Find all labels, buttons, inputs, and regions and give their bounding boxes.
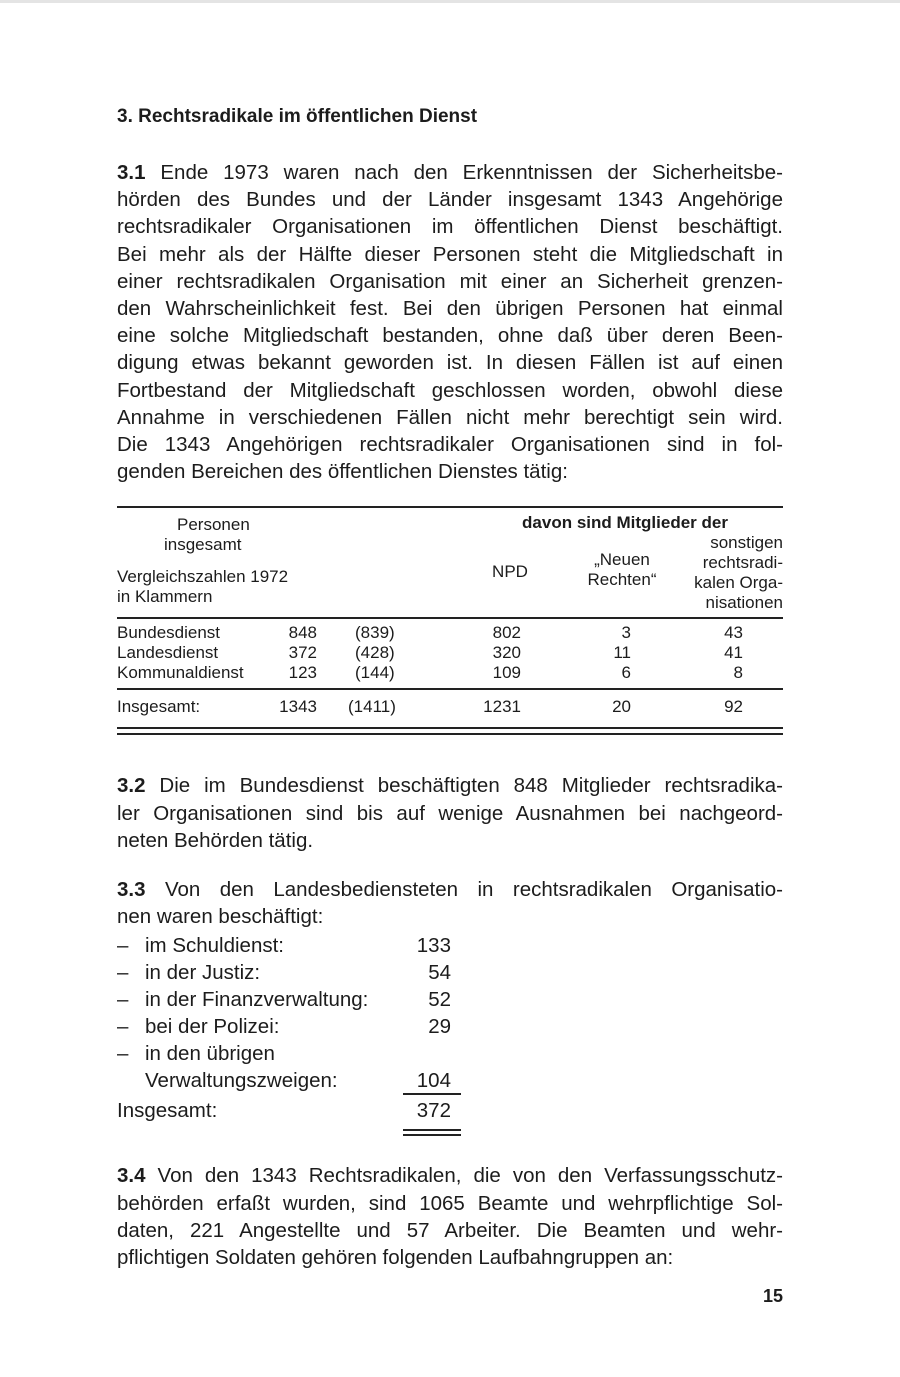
text-line: Fortbestand der Mitgliedschaft geschlossen worden, obwohl diese — [117, 378, 783, 402]
row-total: 848 — [288, 623, 317, 643]
row-sonst: 43 — [724, 623, 743, 643]
text-line: 3.1 Ende 1973 waren nach den Erkenntnissen der Sicherheitsbe- — [117, 161, 783, 184]
text-line: 3.2 Die im Bundesdienst beschäftigten 848 Mitglieder rechtsradika- — [117, 774, 783, 798]
row-npd: 802 — [492, 623, 521, 643]
sum-npd: 1231 — [483, 697, 521, 717]
text-line: genden Bereichen des öffentlichen Dienstes tätig: — [117, 460, 568, 484]
sum-value: 372 — [416, 1099, 451, 1123]
sum-prev: (1411) — [348, 697, 396, 717]
list-item-label: in den übrigen — [145, 1042, 275, 1066]
row-label: Landesdienst — [117, 643, 219, 663]
text-line: den Wahrscheinlichkeit fest. Bei den übrigen Personen hat einmal — [117, 297, 783, 321]
text-line: eine solche Mitgliedschaft bestanden, ohne daß über deren Been- — [117, 324, 783, 348]
row-prev: (144) — [355, 663, 395, 683]
page-content — [117, 105, 783, 1271]
paragraph-3-4 — [117, 1162, 783, 1271]
header-sonst-3: kalen Orga- — [694, 573, 783, 593]
text-line: Bei mehr als der Hälfte dieser Personen steht die Mitgliedschaft in — [117, 242, 783, 266]
header-vergleich: Vergleichszahlen 1972 — [117, 567, 289, 587]
row-total: 372 — [288, 643, 317, 663]
text-line: behörden erfaßt wurden, sind 1065 Beamte und wehrpflichtige Sol- — [117, 1191, 783, 1215]
row-npd: 109 — [492, 663, 521, 683]
row-neue: 6 — [621, 663, 631, 683]
text-line: Die 1343 Angehörigen rechtsradikaler Organisationen sind in fol- — [117, 433, 783, 457]
list-dash: – — [117, 1042, 129, 1066]
sum-neue: 20 — [612, 697, 631, 717]
list-dash: – — [117, 961, 129, 985]
section-heading: 3. Rechtsradikale im öffentlichen Dienst — [117, 106, 478, 127]
list-item-label: im Schuldienst: — [145, 934, 285, 958]
text-line: digung etwas bekannt geworden ist. In diesen Fällen ist auf einen — [117, 351, 783, 375]
header-sonst-2: rechtsradi- — [702, 553, 783, 573]
statistics-table — [117, 506, 783, 744]
double-rule-1 — [403, 1129, 461, 1131]
bottom-rule-2 — [117, 733, 783, 735]
text-line: einer rechtsradikalen Organisation mit einer an Sicherheit grenzen- — [117, 269, 783, 293]
list-item-label: bei der Polizei: — [145, 1015, 280, 1039]
text-line: ler Organisationen sind bis auf wenige Ausnahmen bei nachgeord- — [117, 801, 783, 825]
list-item-value: 52 — [428, 988, 451, 1012]
row-label: Bundesdienst — [117, 623, 221, 643]
row-sonst: 8 — [733, 663, 743, 683]
list-item-value: 133 — [416, 934, 451, 958]
text-line: 3.3 Von den Landesbediensteten in rechtsradikalen Organisatio- — [117, 878, 783, 902]
list-item-label: in der Justiz: — [145, 961, 261, 985]
paragraph-number: 3.1 — [117, 161, 146, 184]
list-dash: – — [117, 1015, 129, 1039]
row-prev: (839) — [355, 623, 395, 643]
text-line: rechtsradikaler Organisationen im öffentlichen Dienst beschäftigt. — [117, 215, 783, 239]
sum-rule — [117, 688, 783, 690]
row-neue: 3 — [621, 623, 631, 643]
list-item-label: Verwaltungszweigen: — [145, 1069, 338, 1093]
text-line: pflichtigen Soldaten gehören folgenden Laufbahngruppen an: — [117, 1246, 674, 1270]
header-sonst-4: nisationen — [705, 593, 783, 613]
list-item-value: 54 — [428, 961, 451, 985]
paragraph-number: 3.3 — [117, 878, 146, 902]
header-insgesamt: insgesamt — [164, 535, 242, 555]
list-dash: – — [117, 988, 129, 1012]
list-item-value: 104 — [416, 1069, 451, 1093]
list-item-label: in der Finanzverwaltung: — [145, 988, 369, 1012]
page-number: 15 — [762, 1286, 783, 1306]
row-neue: 11 — [613, 643, 631, 663]
text-line: Annahme in verschiedenen Fällen nicht mehr berechtigt sein wird. — [117, 405, 783, 429]
paragraph-3-3 — [117, 876, 783, 930]
state-staff-list — [117, 930, 783, 1142]
paragraph-number: 3.4 — [117, 1164, 146, 1188]
row-prev: (428) — [355, 643, 395, 663]
header-klammern: in Klammern — [117, 587, 213, 607]
header-sonst-1: sonstigen — [710, 533, 783, 553]
sum-total: 1343 — [279, 697, 317, 717]
paragraph-3-1 — [117, 159, 783, 485]
row-label: Kommunaldienst — [117, 663, 244, 683]
header-rule — [117, 617, 783, 619]
bottom-rule-1 — [117, 727, 783, 729]
text-line: nen waren beschäftigt: — [117, 905, 324, 929]
row-total: 123 — [288, 663, 317, 683]
sum-sonst: 92 — [724, 697, 743, 717]
header-neue-2: Rechten“ — [587, 570, 657, 590]
text-line: daten, 221 Angestellte und 57 Arbeiter. Die Beamten und wehr- — [117, 1218, 783, 1242]
sum-label: Insgesamt: — [117, 1099, 218, 1123]
list-item-value: 29 — [428, 1015, 451, 1039]
paragraph-number: 3.2 — [117, 774, 146, 798]
paragraph-3-2 — [117, 772, 783, 854]
scan-edge — [0, 0, 900, 3]
text-line: hörden des Bundes und der Länder insgesamt 1343 Angehörige — [117, 188, 783, 212]
row-npd: 320 — [492, 643, 521, 663]
list-dash: – — [117, 934, 129, 958]
header-neue-1: „Neuen — [594, 550, 650, 570]
header-davon: davon sind Mitglieder der — [522, 513, 728, 533]
sum-label: Insgesamt: — [117, 697, 201, 717]
double-rule-2 — [403, 1134, 461, 1136]
header-personen: Personen — [177, 515, 250, 535]
row-sonst: 41 — [724, 643, 743, 663]
table-top-rule — [117, 506, 783, 508]
header-npd: NPD — [492, 562, 528, 582]
text-line: 3.4 Von den 1343 Rechtsradikalen, die von den Verfassungsschutz- — [117, 1164, 784, 1188]
text-line: neten Behörden tätig. — [117, 828, 314, 852]
sum-rule — [403, 1093, 461, 1095]
